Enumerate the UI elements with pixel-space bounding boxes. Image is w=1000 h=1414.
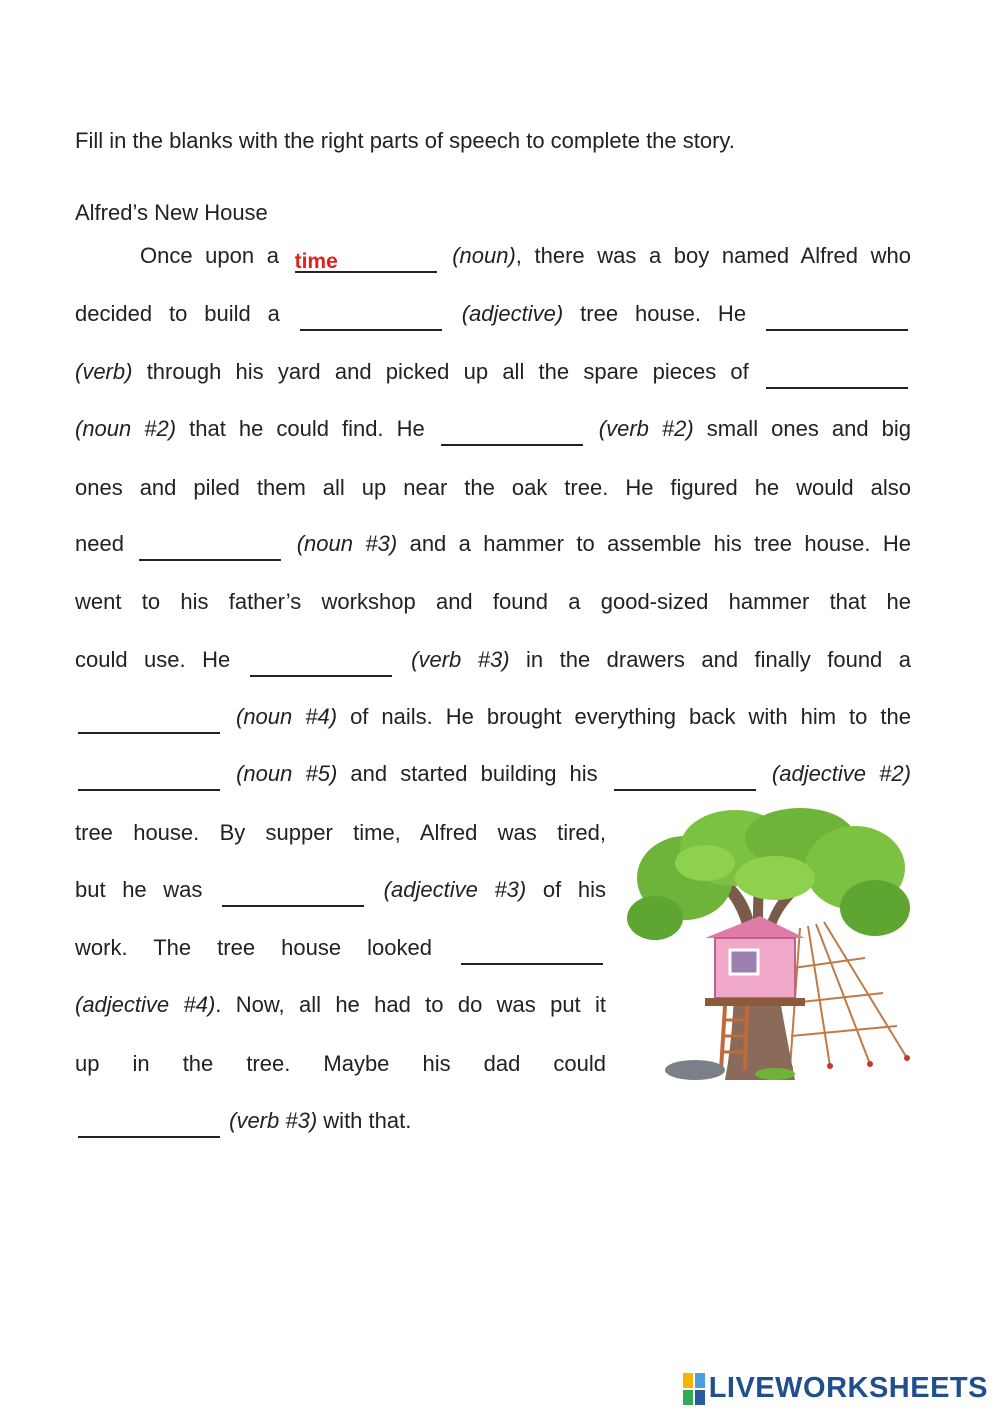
story-line: (noun #5) and started building his (adjective #2) xyxy=(75,760,911,791)
story-line: tree house. By supper time, Alfred was tired, xyxy=(75,820,606,845)
instructions: Fill in the blanks with the right parts of speech to complete the story. xyxy=(75,128,735,153)
answer-blank[interactable] xyxy=(441,420,583,446)
part-of-speech-hint: (verb #3) xyxy=(411,647,510,672)
story-line: went to his father’s workshop and found a good-sized hammer that he xyxy=(75,589,911,614)
answer-blank[interactable] xyxy=(250,651,392,677)
part-of-speech-hint: (verb) xyxy=(75,359,133,384)
story-line: up in the tree. Maybe his dad could xyxy=(75,1051,606,1076)
story-line: ones and piled them all up near the oak tree. He figured he would also xyxy=(75,475,911,500)
story-title: Alfred’s New House xyxy=(75,200,268,225)
answer-input[interactable] xyxy=(295,250,437,274)
part-of-speech-hint: (noun) xyxy=(452,243,516,268)
liveworksheets-logo-icon xyxy=(683,1373,705,1405)
story-line: (verb #3) with that. xyxy=(75,1107,911,1138)
answer-input[interactable] xyxy=(461,942,603,966)
answer-blank[interactable] xyxy=(461,939,603,965)
answer-blank[interactable] xyxy=(300,305,442,331)
story-line: could use. He (verb #3) in the drawers and finally found a xyxy=(75,646,911,677)
answer-input[interactable] xyxy=(139,538,281,562)
part-of-speech-hint: (verb #2) xyxy=(598,416,694,441)
answer-input[interactable] xyxy=(441,423,583,447)
part-of-speech-hint: (noun #4) xyxy=(236,704,338,729)
part-of-speech-hint: (noun #3) xyxy=(296,531,398,556)
part-of-speech-hint: (verb #3) xyxy=(229,1108,318,1133)
answer-blank[interactable] xyxy=(222,881,364,907)
answer-input[interactable] xyxy=(300,308,442,332)
answer-input[interactable] xyxy=(766,366,908,390)
part-of-speech-hint: (noun #2) xyxy=(75,416,177,441)
answer-blank[interactable] xyxy=(766,305,908,331)
story-line: (verb) through his yard and picked up all the spare pieces of xyxy=(75,358,911,389)
story-line: (adjective #4). Now, all he had to do was put it xyxy=(75,992,606,1017)
story-line: decided to build a (adjective) tree house. He xyxy=(75,300,911,331)
story-line: (noun #2) that he could find. He (verb #2) small ones and big xyxy=(75,415,911,446)
answer-blank[interactable] xyxy=(139,535,281,561)
brand-logo xyxy=(683,1372,988,1405)
story-line: but he was (adjective #3) of his xyxy=(75,876,606,907)
answer-input[interactable] xyxy=(78,768,220,792)
part-of-speech-hint: (adjective #4) xyxy=(75,992,216,1017)
answer-input[interactable] xyxy=(766,308,908,332)
answer-blank[interactable] xyxy=(295,247,437,273)
answer-blank[interactable] xyxy=(78,1112,220,1138)
story-line: (noun #4) of nails. He brought everything back with him to the xyxy=(75,703,911,734)
answer-input[interactable] xyxy=(250,654,392,678)
part-of-speech-hint: (adjective #2) xyxy=(771,761,911,786)
answer-blank[interactable] xyxy=(78,765,220,791)
part-of-speech-hint: (adjective) xyxy=(461,301,564,326)
answer-blank[interactable] xyxy=(78,708,220,734)
part-of-speech-hint: (noun #5) xyxy=(236,761,338,786)
answer-blank[interactable] xyxy=(766,363,908,389)
answer-blank[interactable] xyxy=(614,765,756,791)
treehouse-illustration xyxy=(625,808,915,1080)
story-line: need (noun #3) and a hammer to assemble his tree house. He xyxy=(75,530,911,561)
answer-input[interactable] xyxy=(78,1115,220,1139)
part-of-speech-hint: (adjective #3) xyxy=(383,877,527,902)
story-line: Once upon a time (noun), there was a boy named Alfred who xyxy=(75,242,911,273)
answer-input[interactable] xyxy=(614,768,756,792)
story-line: work. The tree house looked xyxy=(75,934,606,965)
answer-input[interactable] xyxy=(222,884,364,908)
answer-input[interactable] xyxy=(78,711,220,735)
brand-name: LIVEWORKSHEETS xyxy=(708,1372,988,1404)
